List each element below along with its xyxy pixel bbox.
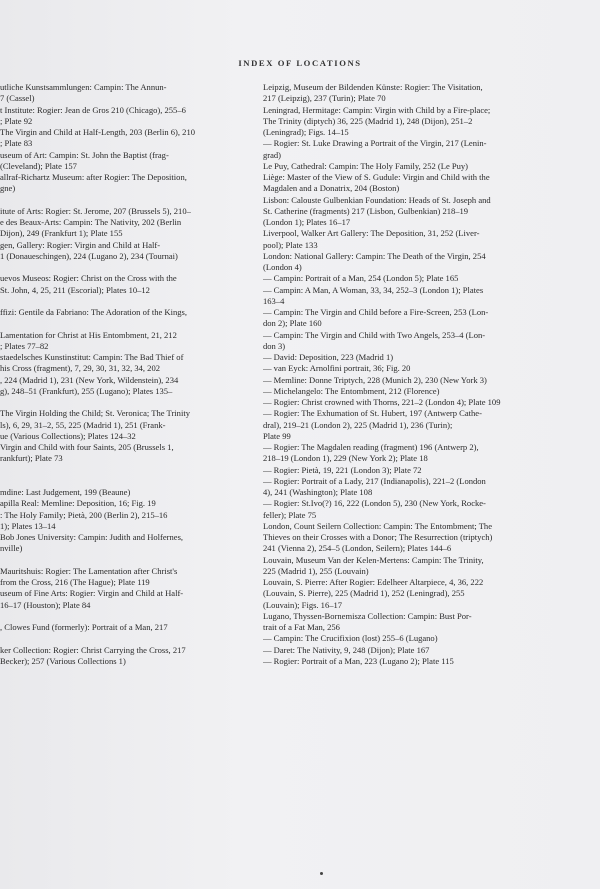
index-line: St. Catherine (fragments) 217 (Lisbon, Gulbenkian) 218–19 <box>263 205 469 216</box>
index-line: ; Plate 92 <box>0 115 33 126</box>
index-line: don 2); Plate 160 <box>263 318 322 329</box>
index-line: mdine: Last Judgement, 199 (Beaune) <box>0 487 131 497</box>
index-line: 1 (Donaueschingen), 224 (Lugano 2), 234 (Tournai) <box>0 250 178 261</box>
index-line: — Rogier: Portrait of a Man, 223 (Lugano 2); Plate 115 <box>263 655 454 666</box>
index-line: , 224 (Madrid 1), 231 (New York, Wildenstein), 234 <box>0 374 179 385</box>
index-line: — Rogier: The Magdalen reading (fragment) 196 (Antwerp 2), <box>263 442 479 452</box>
index-line: gen, Gallery: Rogier: Virgin and Child at Half- <box>0 239 161 250</box>
index-line: , Clowes Fund (formerly): Portrait of a Man, 217 <box>0 622 168 632</box>
page-header: INDEX OF LOCATIONS <box>238 58 362 68</box>
index-line: — Rogier: Christ crowned with Thorns, 221–2 (London 4); Plate 109 <box>263 397 501 407</box>
index-line <box>0 555 262 566</box>
index-line: The Trinity (diptych) 36, 225 (Madrid 1), 248 (Dijon), 251–2 <box>263 115 473 126</box>
index-line: (Louvain, S. Pierre), 225 (Madrid 1), 252 (Leningrad), 255 <box>263 588 465 599</box>
index-line: — Campin: The Virgin and Child before a Fire-Screen, 253 (Lon- <box>263 307 489 317</box>
index-line: ; Plate 83 <box>0 138 33 149</box>
index-line: Lugano, Thyssen-Bornemisza Collection: Campin: Bust Por- <box>263 610 472 621</box>
index-line: — David: Deposition, 223 (Madrid 1) <box>263 352 394 362</box>
index-line: trait of a Fat Man, 256 <box>263 622 340 632</box>
index-line <box>0 318 262 329</box>
index-line: ffizi: Gentile da Fabriano: The Adoration of the Kings, <box>0 307 187 317</box>
index-line: : The Holy Family; Pietà, 200 (Berlin 2), 215–16 <box>0 509 168 520</box>
index-line: (Cleveland); Plate 157 <box>0 160 77 171</box>
index-line: — Rogier: St.Ivo(?) 16, 222 (London 5), 230 (New York, Rocke- <box>263 498 486 509</box>
index-line: Leningrad, Hermitage: Campin: Virgin with Child by a Fire-place; <box>263 104 491 115</box>
index-line: his Cross (fragment), 7, 29, 30, 31, 32, 34, 202 <box>0 363 161 374</box>
index-line: London, Count Seilern Collection: Campin: The Entombment; The <box>263 520 493 531</box>
index-line: t Institute: Rogier: Jean de Gros 210 (Chicago), 255–6 <box>0 104 186 115</box>
index-line: — Daret: The Nativity, 9, 248 (Dijon); Plate 167 <box>263 644 430 655</box>
index-line: (Louvain); Figs. 16–17 <box>263 599 343 610</box>
index-line <box>0 195 262 206</box>
index-line: e des Beaux-Arts: Campin: The Nativity, 202 (Berlin <box>0 217 182 227</box>
index-line: Louvain, S. Pierre: After Rogier: Edelheer Altarpiece, 4, 36, 222 <box>263 577 484 587</box>
index-line <box>0 633 262 644</box>
index-line: itute of Arts: Rogier: St. Jerome, 207 (Brussels 5), 210– <box>0 205 191 216</box>
index-line: 16–17 (Houston); Plate 84 <box>0 599 91 610</box>
index-line: apilla Real: Memline: Deposition, 16; Fig. 19 <box>0 498 156 509</box>
index-line: Mauritshuis: Rogier: The Lamentation after Christ's <box>0 565 178 576</box>
index-line: uevos Museos: Rogier: Christ on the Cross with the <box>0 273 177 284</box>
index-line: Leipzig, Museum der Bildenden Künste: Rogier: The Visitation, <box>263 82 483 92</box>
index-line <box>0 465 262 476</box>
index-line: The Virgin and Child at Half-Length, 203 (Berlin 6), 210 <box>0 127 196 137</box>
index-line: utliche Kunstsammlungen: Campin: The Annun- <box>0 82 167 92</box>
index-line: nville) <box>0 543 23 554</box>
index-line: (London 4) <box>263 262 302 272</box>
index-line: 163–4 <box>263 295 285 306</box>
index-line: Dijon), 249 (Frankfurt 1); Plate 155 <box>0 228 123 239</box>
index-line <box>0 262 262 273</box>
index-line: from the Cross, 216 (The Hague); Plate 119 <box>0 577 150 587</box>
index-line: St. John, 4, 25, 211 (Escorial); Plates 10–12 <box>0 284 150 295</box>
index-line: pool); Plate 133 <box>263 239 318 250</box>
index-line: Bob Jones University: Campin: Judith and Holfernes, <box>0 532 184 542</box>
page-mark <box>320 872 323 875</box>
index-line <box>0 296 262 307</box>
right-column <box>263 82 581 667</box>
index-line: 1); Plates 13–14 <box>0 520 56 531</box>
index-line: Becker); 257 (Various Collections 1) <box>0 655 126 666</box>
index-line: 4), 241 (Washington); Plate 108 <box>263 487 373 497</box>
index-line: Louvain, Museum Van der Kelen-Mertens: Campin: The Trinity, <box>263 554 484 565</box>
index-line: — Rogier: Pietà, 19, 221 (London 3); Plate 72 <box>263 464 422 475</box>
index-line: dral), 219–21 (London 2), 225 (Madrid 1), 236 (Turin); <box>263 419 453 430</box>
index-line: don 3) <box>263 340 286 351</box>
index-line: ls), 6, 29, 31–2, 55, 225 (Madrid 1), 251 (Frank- <box>0 419 166 430</box>
index-line: — Memline: Donne Triptych, 228 (Munich 2), 230 (New York 3) <box>263 374 487 385</box>
index-line: staedelsches Kunstinstitut: Campin: The Bad Thief of <box>0 352 184 362</box>
index-line: — van Eyck: Arnolfini portrait, 36; Fig. 20 <box>263 363 411 374</box>
index-line: useum of Fine Arts: Rogier: Virgin and Child at Half- <box>0 588 184 599</box>
index-line: Liverpool, Walker Art Gallery: The Deposition, 31, 252 (Liver- <box>263 228 480 239</box>
index-line: 241 (Vienna 2), 254–5 (London, Seilern); Plates 144–6 <box>263 543 452 554</box>
index-line: gne) <box>0 183 16 194</box>
index-line: Plate 99 <box>263 430 291 441</box>
index-line: 225 (Madrid 1), 255 (Louvain) <box>263 565 369 576</box>
index-line: ; Plates 77–82 <box>0 340 49 351</box>
left-column <box>0 82 262 667</box>
index-line: g), 248–51 (Frankfurt), 255 (Lugano); Plates 135– <box>0 385 173 396</box>
index-line: Lamentation for Christ at His Entombment, 21, 212 <box>0 329 177 340</box>
index-line <box>0 397 262 408</box>
index-line: — Campin: A Man, A Woman, 33, 34, 252–3 (London 1); Plates <box>263 284 484 295</box>
index-line: The Virgin Holding the Child; St. Veronica; The Trinity <box>0 408 190 419</box>
index-line: — Michelangelo: The Entombment, 212 (Florence) <box>263 385 440 396</box>
index-line: — Campin: The Virgin and Child with Two Angels, 253–4 (Lon- <box>263 329 486 340</box>
index-line: Liège: Master of the View of S. Gudule: Virgin and Child with the <box>263 172 490 182</box>
index-line: 217 (Leipzig), 237 (Turin); Plate 70 <box>263 93 386 104</box>
index-line: (Leningrad); Figs. 14–15 <box>263 127 349 137</box>
index-line <box>0 476 262 487</box>
index-line: — Rogier: The Exhumation of St. Hubert, 197 (Antwerp Cathe- <box>263 408 482 419</box>
index-line: Lisbon: Calouste Gulbenkian Foundation: Heads of St. Joseph and <box>263 194 491 205</box>
index-line: useum of Art: Campin: St. John the Baptist (frag- <box>0 149 169 160</box>
index-line: feller); Plate 75 <box>263 509 317 520</box>
index-line: London: National Gallery: Campin: The Death of the Virgin, 254 <box>263 250 486 261</box>
index-line: grad) <box>263 149 282 160</box>
index-line: Virgin and Child with four Saints, 205 (Brussels 1, <box>0 442 174 452</box>
index-line: ker Collection: Rogier: Christ Carrying the Cross, 217 <box>0 644 186 655</box>
index-line: (London 1); Plates 16–17 <box>263 217 351 227</box>
index-line: Thieves on their Crosses with a Donor; The Resurrection (triptych) <box>263 532 493 542</box>
index-line: 218–19 (London 1), 229 (New York 2); Plate 18 <box>263 453 428 464</box>
index-line: ue (Various Collections); Plates 124–32 <box>0 430 136 441</box>
index-line: Magdalen and a Donatrix, 204 (Boston) <box>263 183 400 194</box>
index-line: 7 (Cassel) <box>0 93 35 104</box>
index-line: rankfurt); Plate 73 <box>0 453 63 464</box>
index-line: — Rogier: St. Luke Drawing a Portrait of the Virgin, 217 (Lenin- <box>263 138 487 149</box>
index-line <box>0 611 262 622</box>
index-line: — Campin: Portrait of a Man, 254 (London 5); Plate 165 <box>263 273 459 284</box>
index-line: Le Puy, Cathedral: Campin: The Holy Family, 252 (Le Puy) <box>263 160 469 171</box>
index-line: — Rogier: Portrait of a Lady, 217 (Indianapolis), 221–2 (London <box>263 475 486 486</box>
index-line: — Campin: The Crucifixion (lost) 255–6 (Lugano) <box>263 633 438 644</box>
index-line: allraf-Richartz Museum: after Rogier: The Deposition, <box>0 172 187 182</box>
